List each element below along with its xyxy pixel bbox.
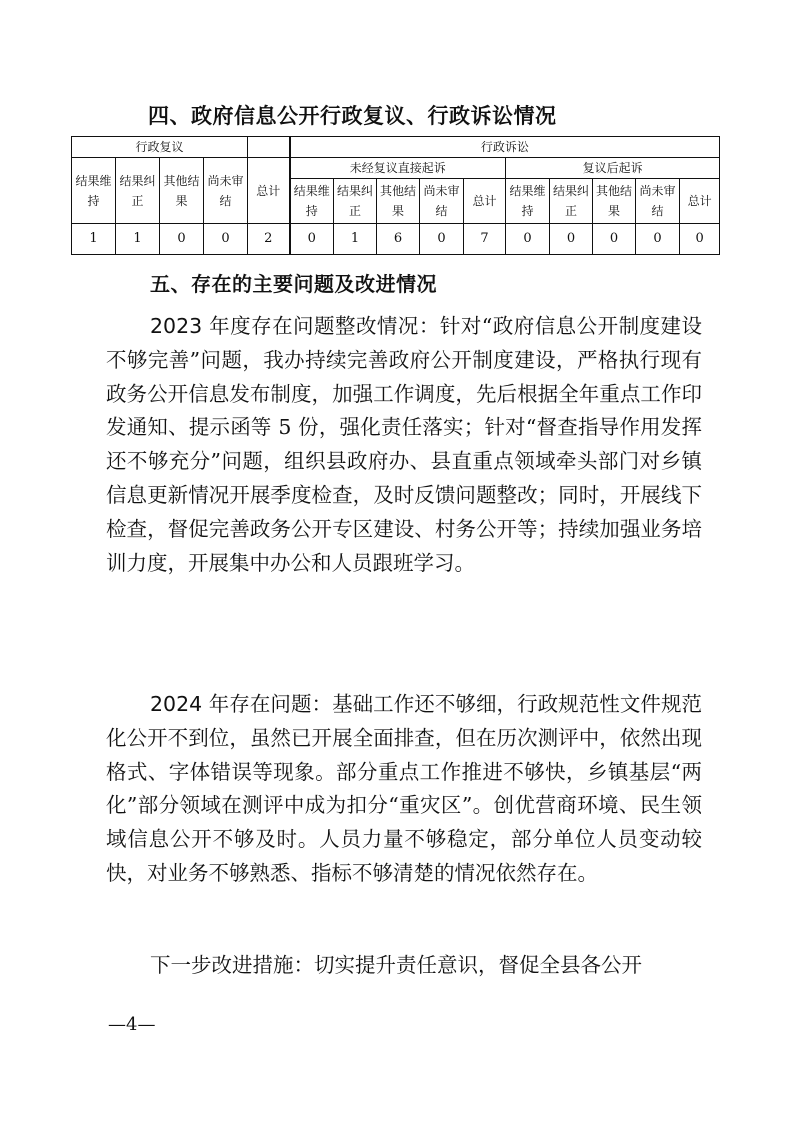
section-4-heading: 四、政府信息公开行政复议、行政诉讼情况 bbox=[148, 104, 557, 128]
table-cell: 0 bbox=[420, 224, 464, 255]
table-cell: 1 bbox=[334, 224, 377, 255]
paragraph-body: 切实提升责任意识，督促全县各公开 bbox=[314, 953, 642, 977]
col-direct-other: 其他结果 bbox=[377, 179, 420, 224]
paragraph-2024-problems bbox=[106, 688, 702, 891]
col-after-corrected: 结果纠正 bbox=[550, 179, 593, 224]
col-review-total: 总计 bbox=[248, 158, 290, 224]
col-review-pending: 尚未审结 bbox=[204, 158, 248, 224]
col-direct-pending: 尚未审结 bbox=[420, 179, 464, 224]
table-cell: 7 bbox=[464, 224, 506, 255]
col-direct-corrected: 结果纠正 bbox=[334, 179, 377, 224]
col-direct-maintained: 结果维持 bbox=[290, 179, 334, 224]
table-cell: 1 bbox=[116, 224, 160, 255]
paragraph-body: 针对“政府信息公开制度建设不够完善”问题，我办持续完善政府公开制度建设，严格执行现有政务公开信息发布制度，加强工作调度，先后根据全年重点工作印发通知、提示函等 5 份，强化责任落实；针对“督查指导作用发挥还不够充分”问题，组织县政府办、县直重点领域牵头部门对乡镇信息更新情况开展季度检查，及时反馈问题整改；同时，开展线下检查，督促完善政务公开专区建设、村务公开等；持续加强业务培训力度，开展集中办公和人员跟班学习。 bbox=[106, 314, 703, 575]
col-review-other: 其他结果 bbox=[160, 158, 204, 224]
page-number: —4— bbox=[108, 1014, 156, 1035]
table-cell: 0 bbox=[636, 224, 680, 255]
header-admin-litigation: 行政诉讼 bbox=[290, 137, 720, 158]
header-blank bbox=[248, 137, 290, 158]
col-review-maintained: 结果维持 bbox=[72, 158, 116, 224]
col-after-pending: 尚未审结 bbox=[636, 179, 680, 224]
table-cell: 1 bbox=[72, 224, 116, 255]
col-after-other: 其他结果 bbox=[593, 179, 636, 224]
table-cell: 0 bbox=[593, 224, 636, 255]
header-no-review-direct: 未经复议直接起诉 bbox=[290, 158, 506, 179]
table-cell: 0 bbox=[550, 224, 593, 255]
paragraph-lead: 2024 年存在问题： bbox=[150, 692, 333, 716]
paragraph-next-steps bbox=[106, 949, 702, 983]
col-after-total: 总计 bbox=[680, 179, 720, 224]
header-after-review: 复议后起诉 bbox=[506, 158, 720, 179]
header-admin-review: 行政复议 bbox=[72, 137, 248, 158]
col-review-corrected: 结果纠正 bbox=[116, 158, 160, 224]
table-cell: 0 bbox=[290, 224, 334, 255]
table-cell: 0 bbox=[680, 224, 720, 255]
col-direct-total: 总计 bbox=[464, 179, 506, 224]
table-cell: 6 bbox=[377, 224, 420, 255]
paragraph-body: 基础工作还不够细，行政规范性文件规范化公开不到位，虽然已开展全面排查，但在历次测评中，依然出现格式、字体错误等现象。部分重点工作推进不够快，乡镇基层“两化”部分领域在测评中成为扣分“重灾区”。创优营商环境、民生领域信息公开不够及时。人员力量不够稳定，部分单位人员变动较快，对业务不够熟悉、指标不够清楚的情况依然存在。 bbox=[106, 692, 703, 885]
table-cell: 0 bbox=[160, 224, 204, 255]
table-cell: 2 bbox=[248, 224, 290, 255]
col-after-maintained: 结果维持 bbox=[506, 179, 550, 224]
paragraph-lead: 下一步改进措施： bbox=[150, 953, 314, 977]
section-5-heading: 五、存在的主要问题及改进情况 bbox=[150, 272, 437, 296]
paragraph-lead: 2023 年度存在问题整改情况： bbox=[150, 314, 440, 338]
table-cell: 0 bbox=[204, 224, 248, 255]
review-litigation-table bbox=[71, 136, 720, 255]
table-cell: 0 bbox=[506, 224, 550, 255]
paragraph-2023-rectification bbox=[106, 310, 702, 580]
